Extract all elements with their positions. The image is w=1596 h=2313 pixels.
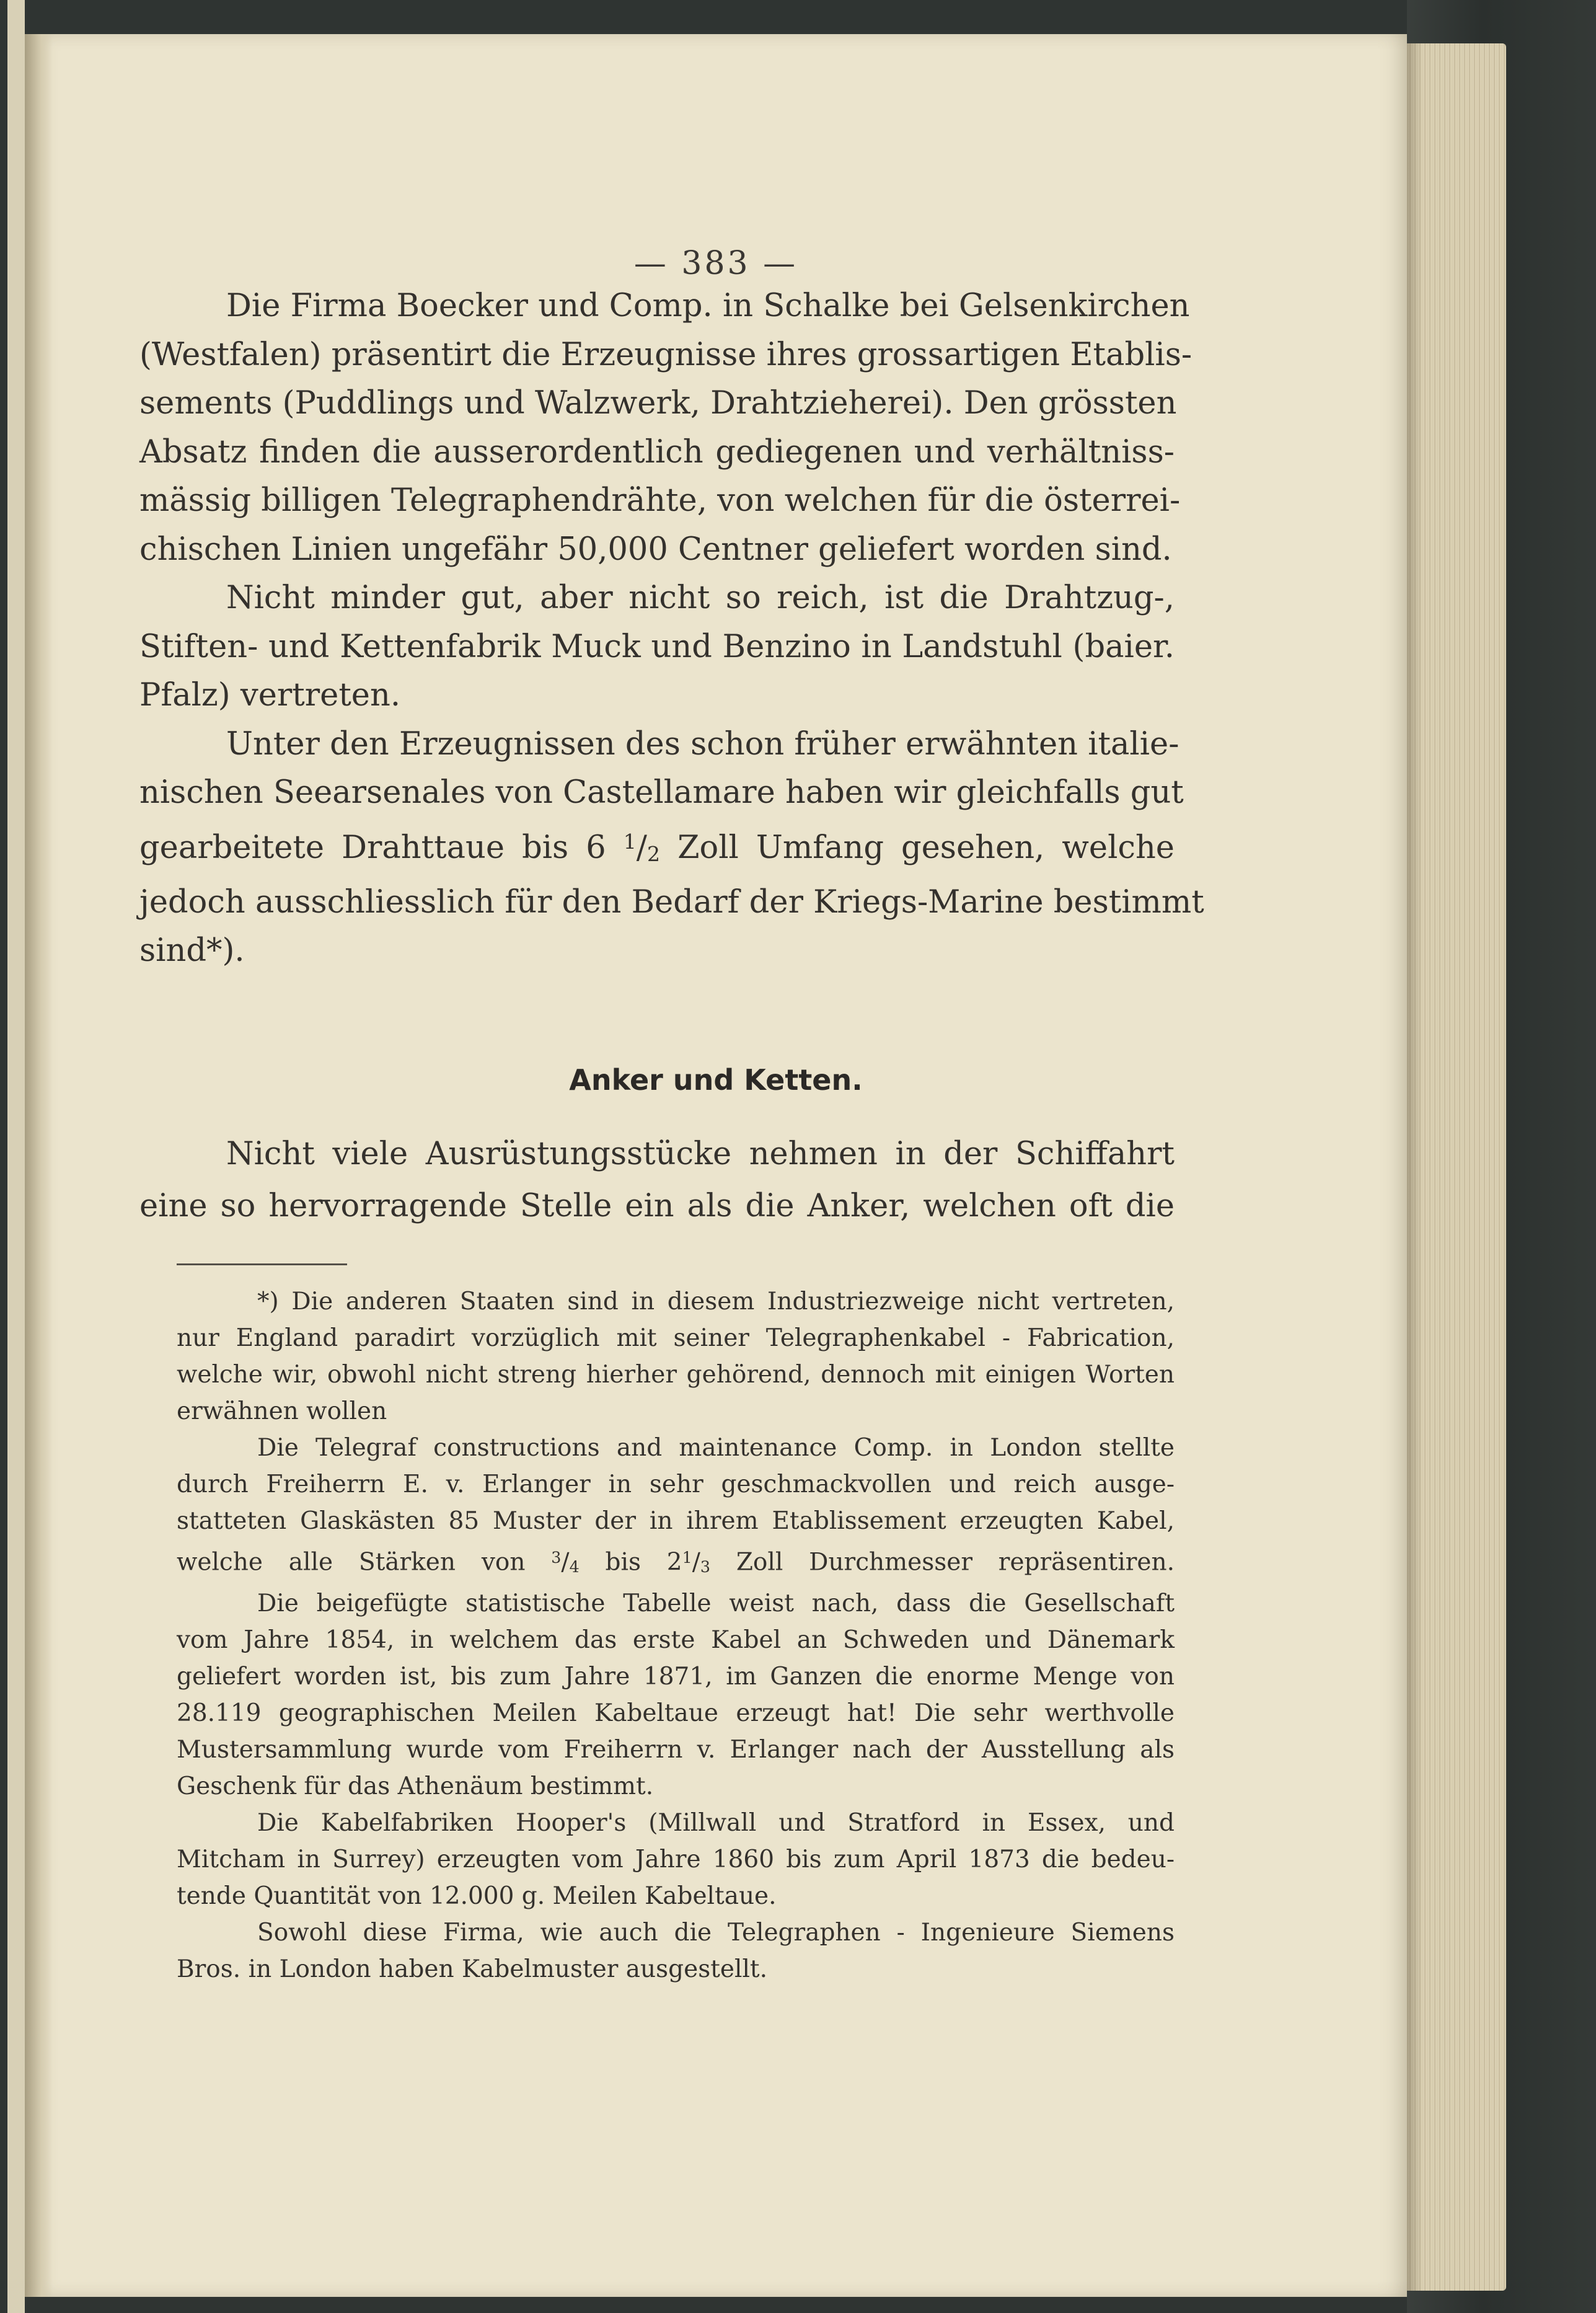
footnote-line: geliefert worden ist, bis zum Jahre 1871, im Ganzen die enorme Menge von bbox=[177, 1663, 1175, 1691]
text-line: Stiften- und Kettenfabrik Muck und Benzino in Landstuhl (baier. bbox=[139, 628, 1175, 665]
footnote-line: Sowohl diese Firma, wie auch die Telegraphen - Ingenieure Siemens bbox=[257, 1919, 1175, 1947]
text-line: (Westfalen) präsentirt die Erzeugnisse ihres grossartigen Etablis- bbox=[139, 336, 1193, 373]
main-text-block bbox=[139, 282, 1204, 976]
text-line: sind*). bbox=[139, 932, 245, 970]
footnote-line: Die Kabelfabriken Hooper's (Millwall und Stratford in Essex, und bbox=[257, 1809, 1175, 1838]
footnote-line-with-fraction: welche alle Stärken von $^3$/4 bis $2^1/3$ Zoll Durchmesser repräsentiren. bbox=[177, 1548, 1175, 1577]
text-line: mässig billigen Telegraphendrähte, von welchen für die österrei- bbox=[139, 482, 1181, 519]
footnote-line: welche wir, obwohl nicht streng hierher gehörend, dennoch mit einigen Worten bbox=[177, 1361, 1175, 1389]
text-fragment: bis 2 bbox=[605, 1548, 682, 1577]
footnote-line: Die Telegraf constructions and maintenance Comp. in London stellte bbox=[257, 1434, 1175, 1462]
footnote-line: nur England paradirt vorzüglich mit seiner Telegraphenkabel - Fabrication, bbox=[177, 1324, 1175, 1352]
text-line: Unter den Erzeugnissen des schon früher erwähnten italie- bbox=[226, 725, 1179, 763]
text-fragment: Zoll Durchmesser repräsentiren. bbox=[736, 1548, 1175, 1577]
text-line: Nicht viele Ausrüstungsstücke nehmen in der Schiffahrt bbox=[226, 1136, 1175, 1172]
fraction-denominator: 2 bbox=[646, 841, 661, 866]
text-line: Pfalz) vertreten. bbox=[139, 677, 401, 714]
text-line: sements (Puddlings und Walzwerk, Drahtzieherei). Den grössten bbox=[139, 385, 1177, 422]
page-gutter-shadow bbox=[25, 34, 53, 2297]
text-line: jedoch ausschliesslich für den Bedarf der Kriegs-Marine bestimmt bbox=[139, 883, 1204, 921]
section-heading: Anker und Ketten. bbox=[569, 1063, 863, 1097]
text-line-with-fraction: gearbeitete Drahttaue bis 6 $^1$/2 Zoll Umfang gesehen, welche bbox=[139, 829, 1175, 866]
fraction-numerator: 1 bbox=[623, 829, 637, 854]
footnote-line: Mitcham in Surrey) erzeugten vom Jahre 1860 bis zum April 1873 die bedeu- bbox=[177, 1846, 1175, 1874]
text-line: Nicht minder gut, aber nicht so reich, ist die Drahtzug-, bbox=[226, 580, 1175, 616]
footnote-line: durch Freiherrn E. v. Erlanger in sehr geschmackvollen und reich ausge- bbox=[177, 1471, 1175, 1498]
footnote-line: Die beigefügte statistische Tabelle weist nach, dass die Gesellschaft bbox=[257, 1590, 1175, 1618]
footnote-line: Mustersammlung wurde vom Freiherrn v. Erlanger nach der Ausstellung als bbox=[177, 1736, 1175, 1764]
text-fragment: Zoll Umfang gesehen, welche bbox=[677, 829, 1175, 866]
footnote-line: 28.119 geographischen Meilen Kabeltaue erzeugt hat! Die sehr werthvolle bbox=[177, 1699, 1175, 1728]
text-fragment: welche alle Stärken von bbox=[177, 1548, 526, 1577]
page-number-header: — 383 — bbox=[633, 245, 798, 282]
text-line: eine so hervorragende Stelle ein als die Anker, welchen oft die bbox=[139, 1188, 1175, 1224]
text-line: nischen Seearsenales von Castellamare haben wir gleichfalls gut bbox=[139, 774, 1184, 811]
text-fragment: gearbeitete Drahttaue bis 6 bbox=[139, 829, 606, 866]
fraction-denominator: 4 bbox=[569, 1557, 580, 1577]
footnote-line: Geschenk für das Athenäum bestimmt. bbox=[177, 1772, 654, 1801]
text-line: chischen Linien ungefähr 50,000 Centner geliefert worden sind. bbox=[139, 531, 1172, 568]
footnote-line: statteten Glaskästen 85 Muster der in ihrem Etablissement erzeugten Kabel, bbox=[177, 1507, 1175, 1535]
footnote-rule bbox=[177, 1263, 347, 1265]
text-line: Die Firma Boecker und Comp. in Schalke bei Gelsenkirchen bbox=[226, 288, 1190, 324]
footnote-line: Bros. in London haben Kabelmuster ausgestellt. bbox=[177, 1955, 767, 1984]
footnote-line: tende Quantität von 12.000 g. Meilen Kabeltaue. bbox=[177, 1882, 777, 1911]
footnote-line: vom Jahre 1854, in welchem das erste Kabel an Schweden und Dänemark bbox=[177, 1626, 1175, 1655]
fraction-numerator: 1 bbox=[682, 1548, 692, 1567]
footnote-line: *) Die anderen Staaten sind in diesem Industriezweige nicht vertreten, bbox=[257, 1288, 1175, 1316]
fraction-denominator: 3 bbox=[700, 1557, 710, 1577]
scan-border bbox=[0, 0, 7, 2313]
footnote-block bbox=[177, 1283, 1175, 1988]
footnote-line: erwähnen wollen bbox=[177, 1397, 387, 1425]
text-line: Absatz finden die ausserordentlich gediegenen und verhältniss- bbox=[139, 433, 1175, 471]
fraction-numerator: 3 bbox=[551, 1548, 562, 1567]
section-text-block bbox=[139, 1128, 1175, 1232]
